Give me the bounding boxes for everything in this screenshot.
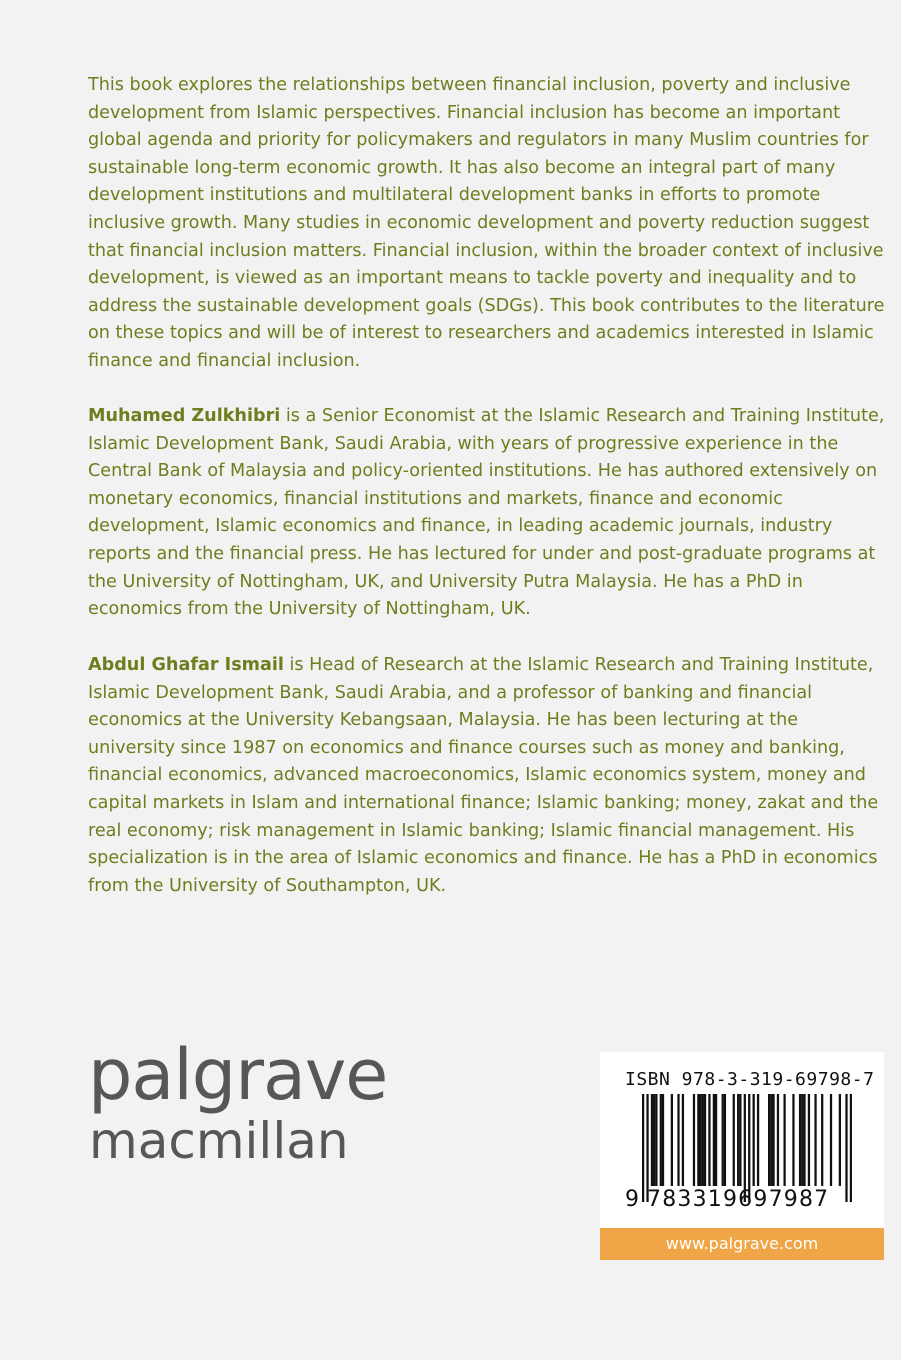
barcode-bar — [651, 1094, 653, 1186]
barcode-bar — [671, 1094, 673, 1186]
barcode-bar — [830, 1094, 832, 1186]
barcode-bar — [792, 1094, 794, 1186]
barcode-bar — [744, 1094, 746, 1202]
barcode-bar — [660, 1094, 662, 1186]
barcode-bar — [737, 1094, 739, 1186]
barcode-bar — [662, 1094, 664, 1186]
author-name-2: Abdul Ghafar Ismail — [88, 655, 284, 675]
author-bio-2-text: is Head of Research at the Islamic Research and Training Institute, Islamic Development Bank, Saudi Arabia, and a professor of banking and financial economics at the University Kebangsaan, Malaysia. He has been lecturing at the university since 1987 on economics and finance courses such as money and banking, financial economics, advanced macroeconomics, Islamic economics system, money and capital markets in Islam and international finance; Islamic banking; money, zakat and the real economy; risk management in Islamic banking; Islamic financial management. His specialization is in the area of Islamic economics and finance. He has a PhD in economics from the University of Southampton, UK. — [88, 655, 879, 896]
barcode-bar — [646, 1094, 648, 1202]
barcode-bar — [715, 1094, 717, 1186]
barcode-bar — [713, 1094, 715, 1186]
barcode-bar — [697, 1094, 699, 1186]
barcode-bar — [677, 1094, 679, 1186]
isbn-label: ISBN 978-3-319-69798-7 — [625, 1069, 875, 1090]
barcode-digits: 783319697987 — [647, 1187, 830, 1212]
barcode-bar — [808, 1094, 810, 1186]
barcode-bar — [768, 1094, 770, 1186]
barcode-bar — [722, 1094, 724, 1186]
barcode-bar — [821, 1094, 823, 1186]
barcode-bar — [682, 1094, 684, 1186]
author-name-1: Muhamed Zulkhibri — [88, 406, 281, 426]
barcode-bar — [799, 1094, 801, 1186]
barcode-bar — [783, 1094, 785, 1186]
barcode-bar — [704, 1094, 706, 1186]
barcode-bar — [733, 1094, 735, 1186]
barcode-bar — [757, 1094, 759, 1186]
barcode-bar — [845, 1094, 847, 1202]
publisher-logo-line1: palgrave — [88, 1034, 388, 1116]
barcode-bar — [839, 1094, 841, 1186]
isbn-barcode — [600, 1052, 884, 1228]
barcode-bar — [753, 1094, 755, 1186]
barcode-bar — [801, 1094, 803, 1186]
publisher-logo-line2: macmillan — [89, 1112, 349, 1170]
barcode-first-digit: 9 — [625, 1187, 639, 1212]
author-bio-1 — [88, 403, 888, 624]
publisher-url-bar — [600, 1228, 884, 1260]
publisher-logo — [88, 1034, 408, 1180]
barcode-bar — [642, 1094, 644, 1202]
barcode-bar — [770, 1094, 772, 1186]
book-description: This book explores the relationships between financial inclusion, poverty and inclusive development from Islamic perspectives. Financial inclusion has become an important global agenda and priority for policymakers and regulators in many Muslim countries for sustainable long-term economic growth. It has also become an integral part of many development institutions and multilateral development banks in efforts to promote inclusive growth. Many studies in economic development and poverty reduction suggest that financial inclusion matters. Financial inclusion, within the broader context of inclusive development, is viewed as an important means to tackle poverty and inequality and to address the sustainable development goals (SDGs). This book contributes to the literature on these topics and will be of interest to researchers and academics interested in Islamic finance and financial inclusion. — [88, 75, 885, 371]
barcode-bar — [655, 1094, 657, 1186]
barcode-bar — [699, 1094, 701, 1186]
barcode-bar — [708, 1094, 710, 1186]
barcode-bars — [642, 1094, 852, 1202]
barcode-bar — [777, 1094, 779, 1186]
barcode-bar — [693, 1094, 695, 1186]
barcode-bar — [814, 1094, 816, 1186]
barcode-bar — [739, 1094, 741, 1186]
barcode-bar — [772, 1094, 774, 1186]
author-bio-2 — [88, 652, 888, 900]
barcode-bar — [702, 1094, 704, 1186]
publisher-url[interactable]: www.palgrave.com — [665, 1234, 819, 1253]
author-bio-1-text: is a Senior Economist at the Islamic Research and Training Institute, Islamic Development Bank, Saudi Arabia, with years of progressive experience in the Central Bank of Malaysia and policy-oriented institutions. He has authored extensively on monetary economics, financial institutions and markets, finance and economic development, Islamic economics and finance, in leading academic journals, industry reports and the financial press. He has lectured for under and post-graduate programs at the University of Nottingham, UK, and University Putra Malaysia. He has a PhD in economics from the University of Nottingham, UK. — [88, 406, 885, 620]
barcode-bar — [850, 1094, 852, 1202]
barcode-bar — [803, 1094, 805, 1186]
barcode-bar — [724, 1094, 726, 1186]
barcode-bar — [653, 1094, 655, 1186]
barcode-bar — [748, 1094, 750, 1202]
